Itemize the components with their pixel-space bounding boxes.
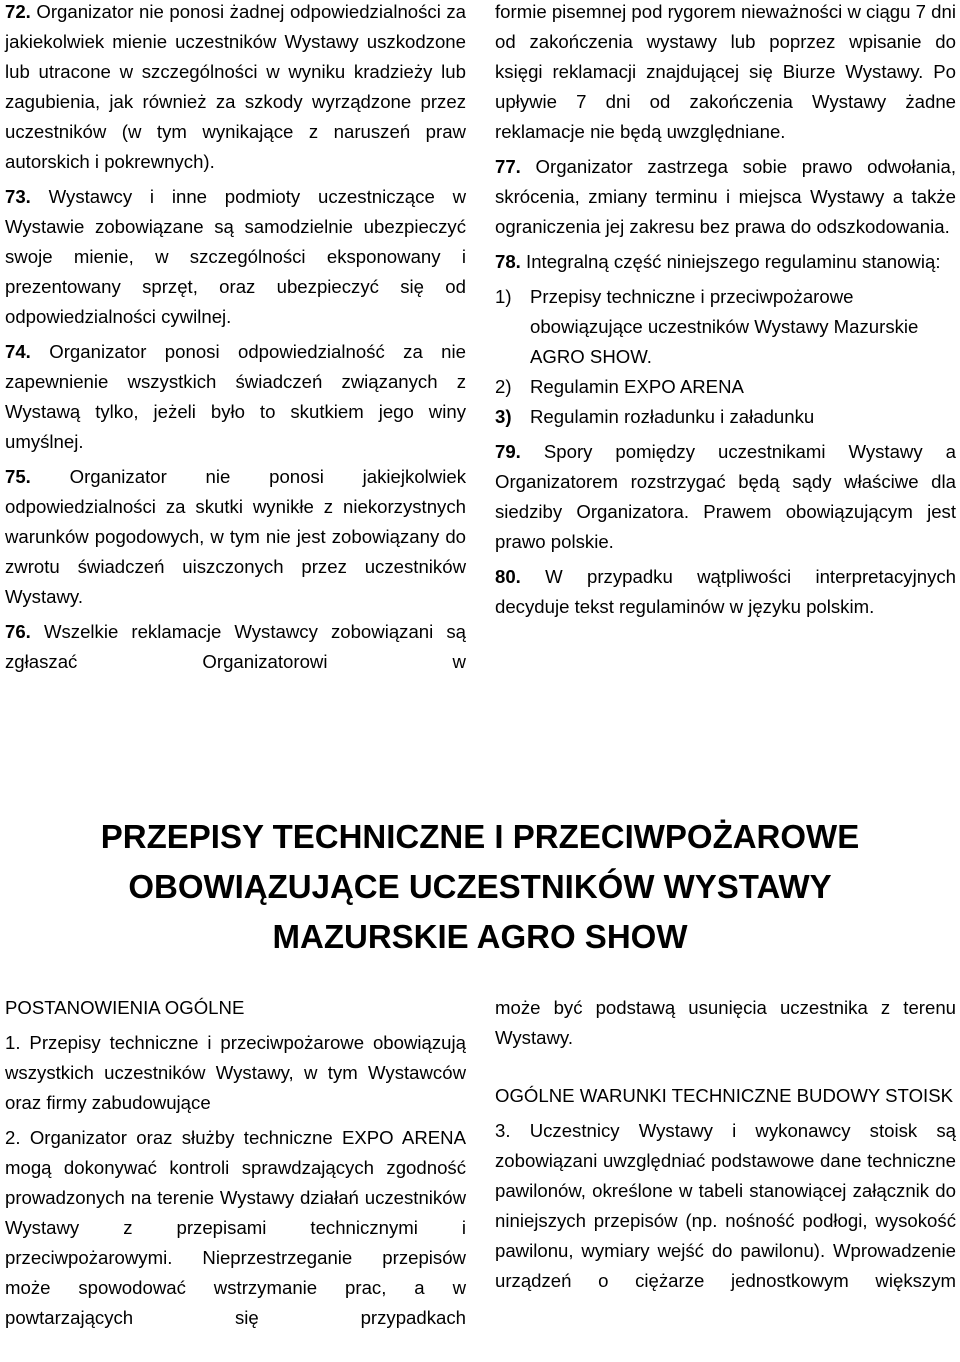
paragraph-text: Uczestnicy Wystawy i wykonawcy stoisk są zobowiązani uwzględniać podstawowe dane techniczne pawilonów, określone w tabeli stanowiącej załącznik do niniejszych przepisów (np. nośność podłogi, wysokość pawilonu, wymiary wejść do pawilonu). Wprowadzenie urządzeń o ciężarze jednostkowym większym: [495, 1120, 956, 1291]
list-number: 1): [495, 286, 512, 307]
paragraph-80: [495, 562, 956, 622]
list-item: [495, 402, 956, 432]
list-item-text: Regulamin EXPO ARENA: [530, 376, 744, 397]
paragraph-text: Integralną część niniejszego regulaminu stanowią:: [526, 251, 941, 272]
paragraph-text: Wystawcy i inne podmioty uczestniczące w Wystawie zobowiązane są samodzielnie ubezpieczyć swoje mienie, w szczególności eksponowany i prezentowany sprzęt, oraz ubezpieczyć się od odpowiedzialności cywilnej.: [5, 186, 466, 327]
paragraph-text: Organizator zastrzega sobie prawo odwołania, skrócenia, zmiany terminu i miejsca Wystawy a także ograniczenia jej zakresu bez prawa do odszkodowania.: [495, 156, 957, 237]
section-number: 1.: [5, 1032, 21, 1053]
section-number: 73.: [5, 186, 31, 207]
list-item: [495, 282, 956, 372]
section-number: 75.: [5, 466, 31, 487]
title-line-3: MAZURSKIE AGRO SHOW: [272, 918, 688, 955]
list-number: 3): [495, 406, 512, 427]
paragraph-text: Spory pomiędzy uczestnikami Wystawy a Organizatorem rozstrzygać będą sądy właściwe dla siedziby Organizatora. Prawem obowiązującym jest prawo polskie.: [495, 441, 956, 552]
section-number: 74.: [5, 341, 31, 362]
paragraph-77: [495, 152, 956, 242]
paragraph-72: [5, 0, 466, 177]
integral-parts-list: [495, 282, 956, 432]
column-right-top: [495, 0, 956, 627]
paragraph-text: Organizator nie ponosi jakiejkolwiek odpowiedzialności za skutki wynikłe z niekorzystnych warunków pogodowych, w tym nie jest zobowiązany do zwrotu świadczeń uiszczonych przez uczestników Wystawy.: [5, 466, 466, 607]
paragraph-76: [5, 617, 466, 677]
paragraph-3: [495, 1116, 956, 1296]
paragraph-75: [5, 462, 466, 612]
section-number: 2.: [5, 1127, 21, 1148]
paragraph-76-continued: formie pisemnej pod rygorem nieważności w ciągu 7 dni od zakończenia wystawy lub poprzez wpisanie do księgi reklamacji znajdującej się Biurze Wystawy. Po upływie 7 dni od zakończenia Wystawy żadne reklamacje nie będą uwzględniane.: [495, 1, 956, 142]
paragraph-text: Wszelkie reklamacje Wystawcy zobowiązani są zgłaszać Organizatorowi w: [5, 621, 466, 672]
paragraph-text: Przepisy techniczne i przeciwpożarowe obowiązują wszystkich uczestników Wystawy, w tym Wystawców oraz firmy zabudowujące: [5, 1032, 466, 1113]
paragraph-2-continued: może być podstawą usunięcia uczestnika z terenu Wystawy.: [495, 997, 956, 1048]
section-number: 80.: [495, 566, 521, 587]
column-left-bottom: [5, 993, 466, 1338]
paragraph-text: Organizator oraz służby techniczne EXPO ARENA mogą dokonywać kontroli sprawdzających zgodność prowadzonych na terenie Wystawy działań uczestników Wystawy z przepisami technicznymi i przeciwpożarowymi. Nieprzestrzeganie przepisów może spowodować wstrzymanie prac, a w powtarzających się przypadkach: [5, 1127, 466, 1328]
list-item-text: Przepisy techniczne i przeciwpożarowe obowiązujące uczestników Wystawy Mazurskie AGRO SHOW.: [530, 286, 919, 367]
paragraph-74: [5, 337, 466, 457]
section-number: 76.: [5, 621, 31, 642]
section-number: 77.: [495, 156, 521, 177]
paragraph-1: [5, 1028, 466, 1118]
title-line-2: OBOWIĄZUJĄCE UCZESTNIKÓW WYSTAWY: [128, 868, 832, 905]
list-item-text: Regulamin rozładunku i załadunku: [530, 406, 815, 427]
list-item: [495, 372, 956, 402]
title-line-1: PRZEPISY TECHNICZNE I PRZECIWPOŻAROWE: [100, 818, 860, 855]
column-left-top: [5, 0, 466, 682]
list-number: 2): [495, 376, 512, 397]
section-heading-general: POSTANOWIENIA OGÓLNE: [5, 997, 245, 1018]
section-number: 3.: [495, 1120, 511, 1141]
document-title: [0, 812, 960, 962]
section-heading-technical: OGÓLNE WARUNKI TECHNICZNE BUDOWY STOISK: [495, 1085, 954, 1106]
paragraph-text: Organizator nie ponosi żadnej odpowiedzialności za jakiekolwiek mienie uczestników Wystawy uszkodzone lub utracone w szczególności w wyniku kradzieży lub zagubienia, jak również za szkody wyrządzone przez uczestników (w tym wynikające z naruszeń praw autorskich i pokrewnych).: [5, 1, 467, 172]
section-number: 72.: [5, 1, 31, 22]
paragraph-79: [495, 437, 956, 557]
paragraph-text: W przypadku wątpliwości interpretacyjnych decyduje tekst regulaminów w języku polskim.: [495, 566, 956, 617]
section-number: 79.: [495, 441, 521, 462]
section-number: 78.: [495, 251, 521, 272]
paragraph-2: [5, 1123, 466, 1333]
paragraph-78: [495, 247, 956, 277]
paragraph-text: Organizator ponosi odpowiedzialność za nie zapewnienie wszystkich świadczeń związanych z Wystawą tylko, jeżeli było to skutkiem jego winy umyślnej.: [5, 341, 466, 452]
paragraph-73: [5, 182, 466, 332]
column-right-bottom: [495, 993, 956, 1301]
